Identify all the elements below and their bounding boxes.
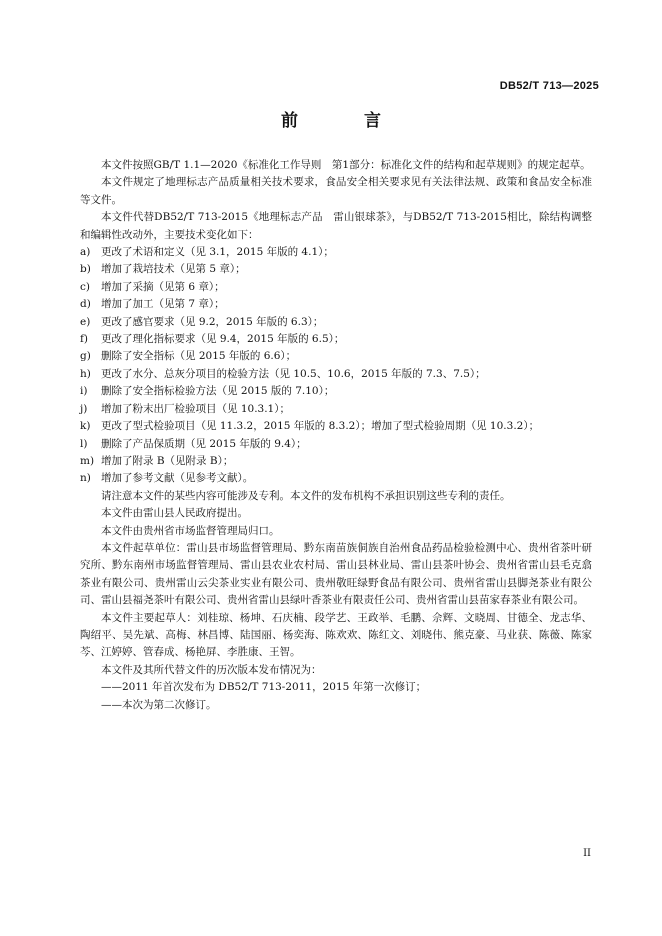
list-marker: d) <box>80 298 91 311</box>
history-item: ——本次为第二次修订。 <box>101 698 217 711</box>
list-text: 更改了术语和定义（见 3.1，2015 年版的 4.1）； <box>101 246 334 259</box>
list-text: 更改了型式检验项目（见 11.3.2，2015 年版的 8.3.2）；增加了型式检验周期（见 10.3.2）； <box>101 420 540 433</box>
list-text: 增加了附录 B（见附录 B）； <box>101 454 234 467</box>
list-item <box>80 366 592 383</box>
list-item <box>80 348 592 365</box>
standard-code: DB52/T 713—2025 <box>499 80 599 92</box>
page-title: 前 言 <box>281 111 411 131</box>
list-marker: a) <box>80 246 91 259</box>
paragraph: 本文件由雷山县人民政府提出。 <box>101 507 248 520</box>
page-number: II <box>583 848 591 859</box>
list-text: 更改了理化指标要求（见 9.4，2015 年版的 6.5）； <box>101 333 345 346</box>
list-text: 增加了加工（见第 7 章）； <box>101 298 225 311</box>
list-marker: l) <box>80 437 88 450</box>
list-item <box>80 279 592 296</box>
foreword-body <box>80 157 592 714</box>
list-text: 增加了粉末出厂检验项目（见 10.3.1）； <box>101 402 290 415</box>
list-marker: m) <box>80 454 95 467</box>
list-text: 删除了安全指标（见 2015 年版的 6.6）； <box>101 350 297 363</box>
list-text: 删除了产品保质期（见 2015 年版的 9.4）； <box>101 437 307 450</box>
list-marker: i) <box>80 385 88 398</box>
paragraph: 请注意本文件的某些内容可能涉及专利。本文件的发布机构不承担识别这些专利的责任。 <box>101 489 511 502</box>
list-item <box>80 261 592 278</box>
list-item <box>80 453 592 470</box>
paragraph: 本文件起草单位：雷山县市场监督管理局、黔东南苗族侗族自治州食品药品检验检测中心、贵州省茶叶研究所、黔东南州市场监督管理局、雷山县农业农村局、雷山县林业局、雷山县茶叶协会、贵州省雷山县毛克翕茶业有限公司、贵州雷山云尖茶业实业有限公司、贵州敬旺绿野食品有限公司、贵州省雷山县脚尧茶业有限公司、雷山县福尧茶叶有限公司、贵州省雷山县绿叶香茶业有限责任公司、贵州省雷山县苗家春茶业有限公司。 <box>80 541 592 607</box>
paragraph: 本文件及其所代替文件的历次版本发布情况为： <box>101 663 322 676</box>
list-marker: c) <box>80 280 90 293</box>
list-marker: j) <box>80 402 88 415</box>
list-item <box>80 401 592 418</box>
changes-list <box>80 244 592 488</box>
paragraph: 本文件代替DB52/T 713-2015《地理标志产品 雷山银球茶》，与DB52/T 713-2015相比，除结构调整和编辑性改动外，主要技术变化如下： <box>80 211 592 241</box>
list-marker: e) <box>80 315 91 328</box>
list-marker: n) <box>80 472 91 485</box>
list-item <box>80 314 592 331</box>
paragraph: 本文件主要起草人：刘桂琼、杨坤、石庆楠、段学艺、王政举、毛鹏、佘辉、文晓周、甘德全、龙志华、陶绍平、吴先斌、高梅、林昌博、陆国丽、杨奕海、陈欢欢、陈红文、刘晓伟、熊克豪、马业获、陈薇、陈家芩、江婷婷、管春成、杨艳屏、李胜康、王智。 <box>80 611 592 659</box>
list-text: 删除了安全指标检验方法（见 2015 版的 7.10）； <box>101 385 335 398</box>
list-item <box>80 296 592 313</box>
paragraph: 本文件规定了地理标志产品质量相关技术要求，食品安全相关要求见有关法律法规、政策和食品安全标准等文件。 <box>80 176 592 206</box>
list-marker: k) <box>80 420 91 433</box>
list-text: 增加了采摘（见第 6 章）； <box>101 280 225 293</box>
list-item <box>80 244 592 261</box>
paragraph: 本文件按照GB/T 1.1—2020《标准化工作导则 第1部分：标准化文件的结构和起草规则》的规定起草。 <box>101 159 591 171</box>
list-marker: f) <box>80 333 88 346</box>
list-text: 增加了参考文献（见参考文献）。 <box>101 472 254 485</box>
list-marker: h) <box>80 367 91 380</box>
list-text: 更改了感官要求（见 9.2，2015 年版的 6.3）； <box>101 315 324 328</box>
list-marker: b) <box>80 263 91 276</box>
list-item <box>80 470 592 487</box>
list-text: 增加了栽培技术（见第 5 章）； <box>101 263 246 276</box>
history-item: ——2011 年首次发布为 DB52/T 713-2011，2015 年第一次修订； <box>101 681 427 694</box>
list-text: 更改了水分、总灰分项目的检验方法（见 10.5、10.6，2015 年版的 7.3、7.5）； <box>101 367 486 380</box>
list-item <box>80 383 592 400</box>
list-marker: g) <box>80 350 91 363</box>
list-item <box>80 331 592 348</box>
list-item <box>80 418 592 435</box>
paragraph: 本文件由贵州省市场监督管理局归口。 <box>101 524 280 537</box>
list-item <box>80 436 592 453</box>
